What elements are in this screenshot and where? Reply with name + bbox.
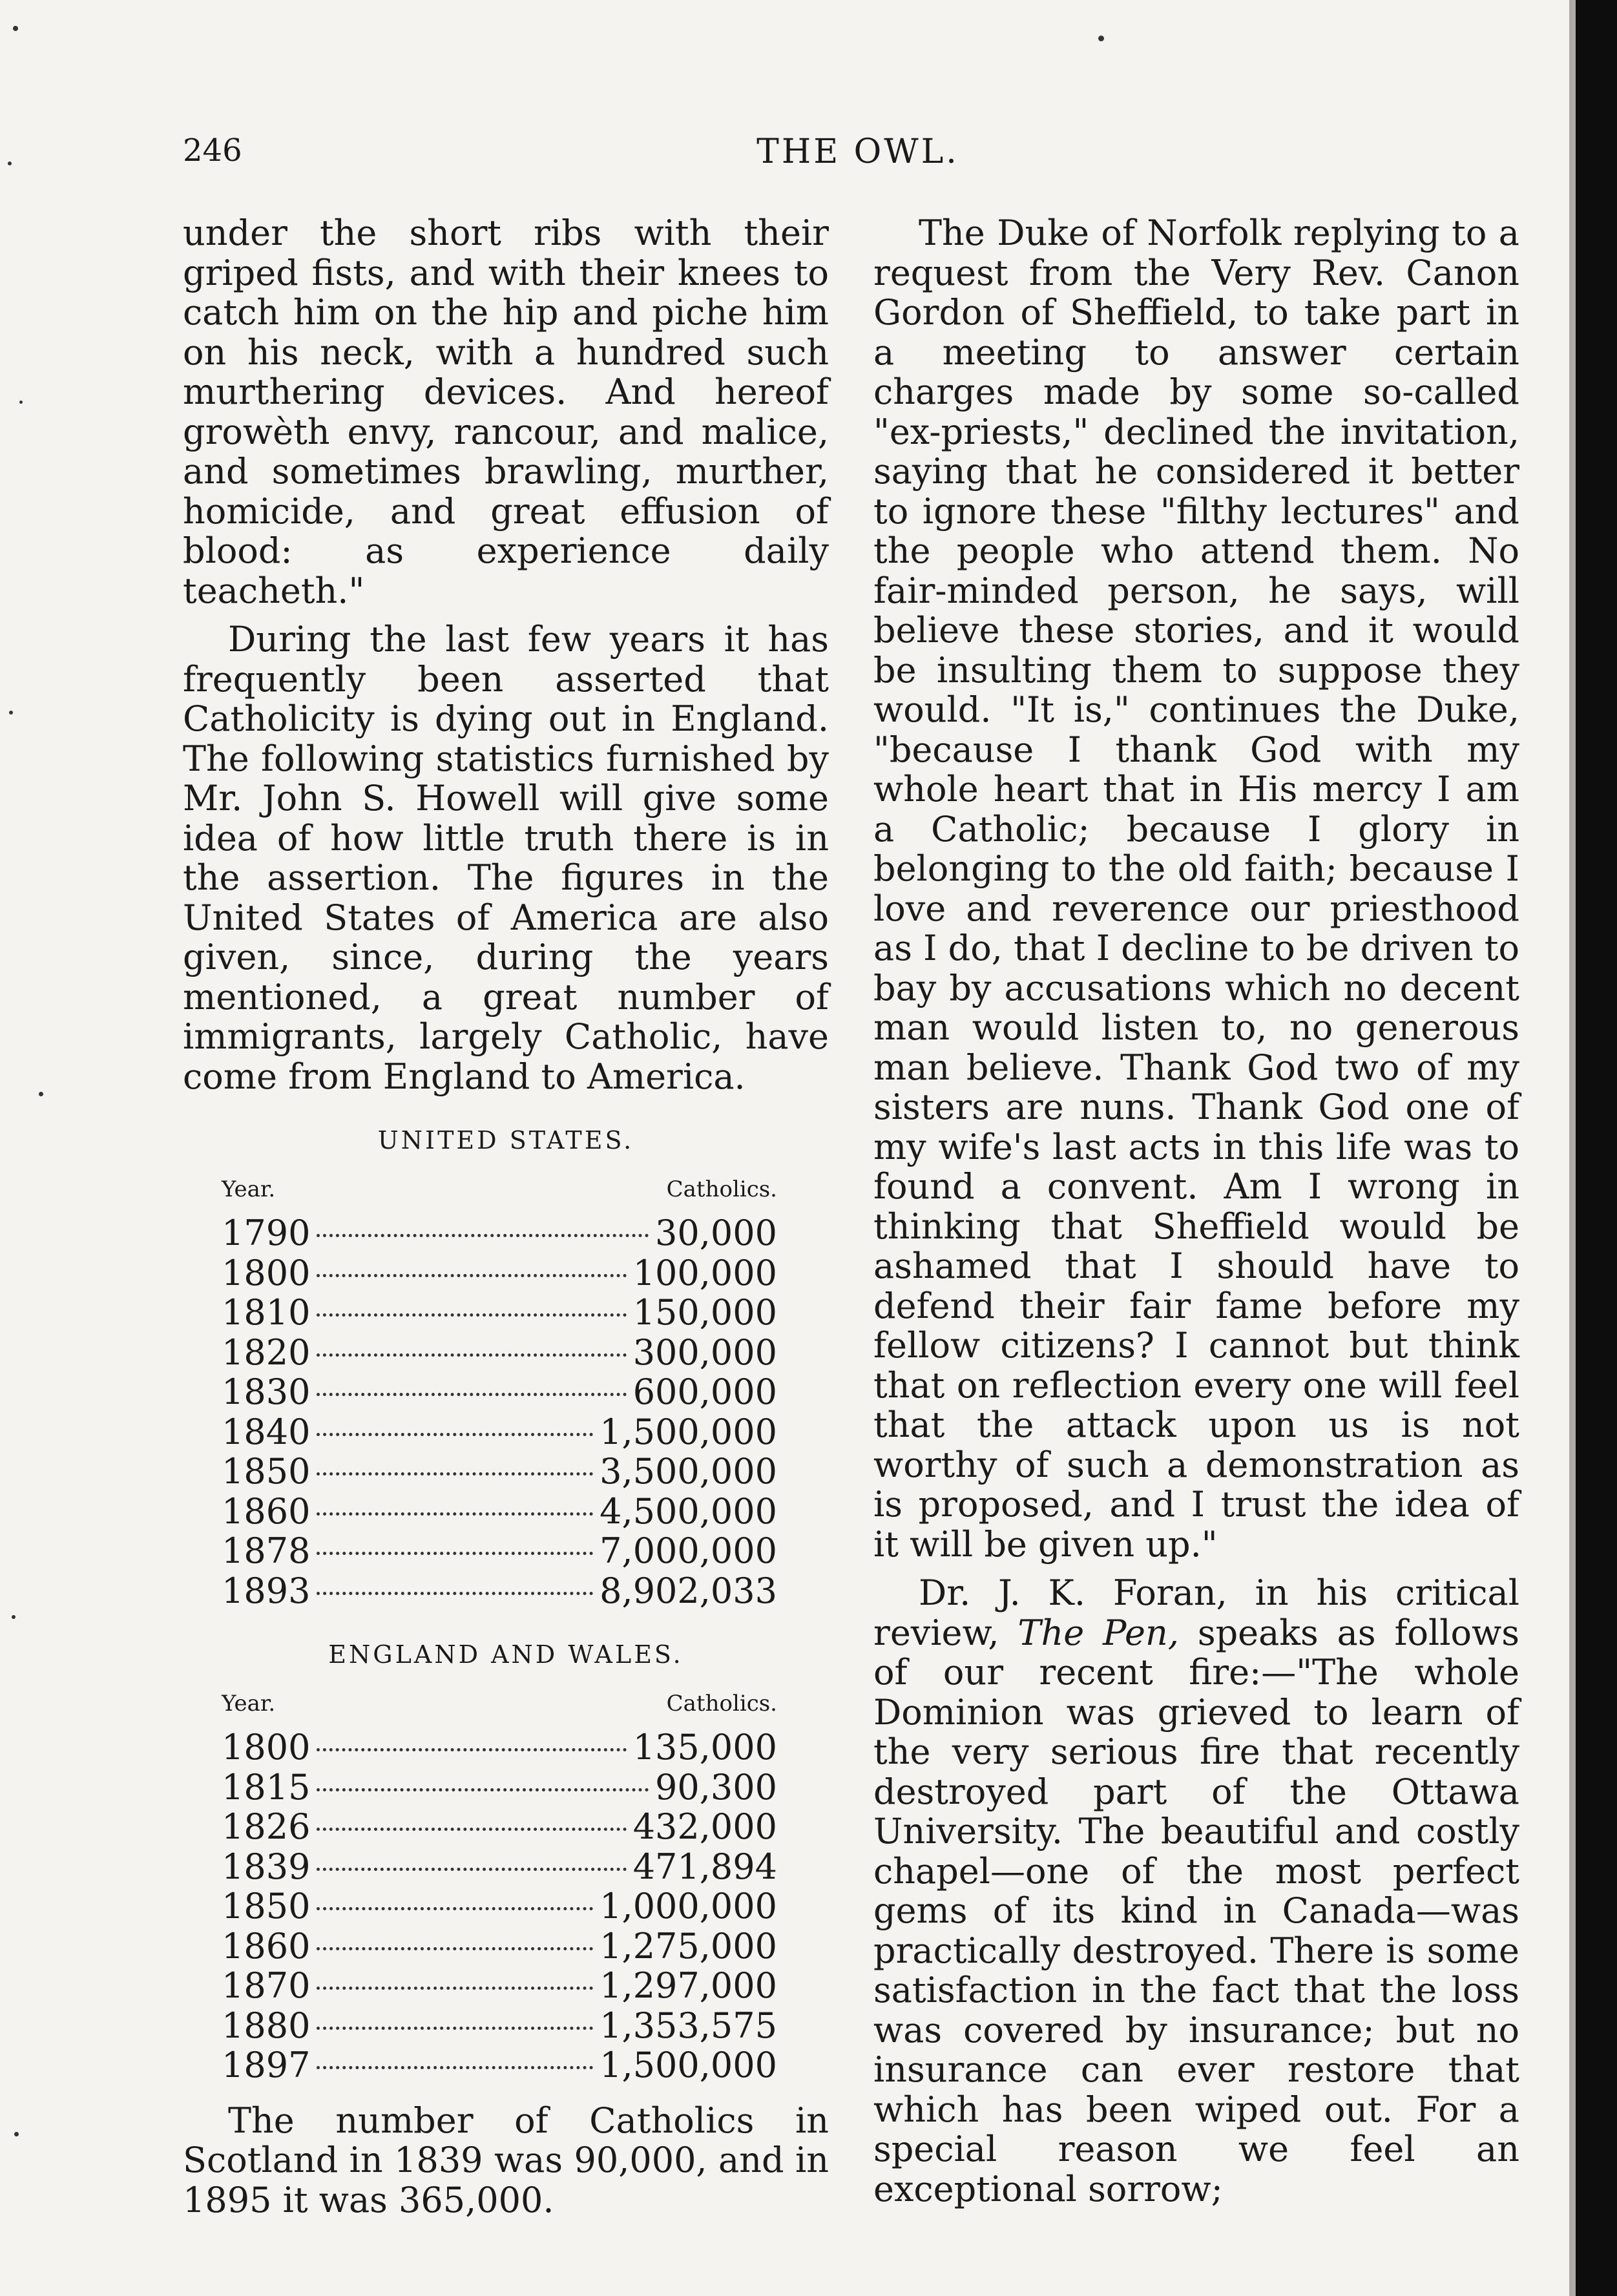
publication-title: The Pen, bbox=[1017, 1612, 1179, 1653]
row-year: 1880 bbox=[222, 2005, 311, 2046]
left-paragraph-3: The number of Catholics in Scotland in 1839 was 90,000, and in 1895 it was 365,000. bbox=[183, 2100, 829, 2220]
row-value: 8,902,033 bbox=[600, 1570, 777, 1611]
row-value: 1,500,000 bbox=[600, 2045, 777, 2085]
leader-dots bbox=[317, 1552, 593, 1555]
left-paragraph-1: under the short ribs with their griped fists, and with their knees to catch him on the hip and piche him on his neck, with a hundred such murthering devices. And hereof growèth envy, rancour, and malice, and sometimes brawling, murther, homicide, and great effusion of blood: as experience daily teacheth." bbox=[183, 213, 829, 611]
row-value: 1,297,000 bbox=[600, 1965, 777, 2006]
row-year: 1820 bbox=[222, 1331, 311, 1373]
leader-dots bbox=[317, 1234, 649, 1237]
row-value: 150,000 bbox=[632, 1292, 777, 1333]
leader-dots bbox=[317, 1353, 626, 1357]
scan-speck bbox=[19, 401, 23, 404]
leader-dots bbox=[317, 1828, 626, 1831]
table-row bbox=[222, 1492, 829, 1532]
table-row bbox=[222, 1847, 829, 1887]
row-value: 1,353,575 bbox=[600, 2005, 777, 2046]
row-year: 1860 bbox=[222, 1925, 311, 1967]
leader-dots bbox=[317, 1868, 626, 1871]
row-year: 1860 bbox=[222, 1490, 311, 1532]
scan-speck bbox=[1098, 36, 1104, 41]
left-column bbox=[183, 213, 829, 2229]
row-value: 300,000 bbox=[632, 1331, 777, 1373]
table-row bbox=[222, 1807, 829, 1847]
row-year: 1826 bbox=[222, 1806, 311, 1847]
row-year: 1815 bbox=[222, 1766, 311, 1808]
right-paragraph-1: The Duke of Norfolk replying to a request from the Very Rev. Canon Gordon of Sheffield, to take part in a meeting to answer certain charges made by some so-called "ex-priests," declined the invitation, saying that he considered it better to ignore these "filthy lectures" and the people who attend them. No fair-minded person, he says, will believe these stories, and it would be insulting them to suppose they would. "It is," continues the Duke, "because I thank God with my whole heart that in His mercy I am a Catholic; because I glory in belonging to the old faith; because I love and reverence our priesthood as I do, that I decline to be driven to bay by accusations which no decent man would listen to, no generous man believe. Thank God two of my sisters are nuns. Thank God one of my wife's last acts in this life was to found a convent. Am I wrong in thinking that Sheffield would be ashamed that I should have to defend their fair fame before my fellow citizens? I cannot but think that on reflection every one will feel that the attack upon us is not worthy of such a demonstration as is proposed, and I trust the idea of it will be given up." bbox=[873, 213, 1519, 1565]
leader-dots bbox=[317, 1274, 626, 1277]
row-year: 1839 bbox=[222, 1846, 311, 1887]
row-year: 1790 bbox=[222, 1213, 311, 1253]
running-title: THE OWL. bbox=[756, 132, 959, 171]
row-value: 1,000,000 bbox=[600, 1886, 777, 1926]
leader-dots bbox=[317, 1907, 593, 1910]
table-row bbox=[222, 1926, 829, 1967]
table-row bbox=[222, 1333, 829, 1373]
row-value: 30,000 bbox=[655, 1213, 777, 1253]
row-year: 1840 bbox=[222, 1411, 311, 1452]
right-paragraph-2-part-a: Dr. J. K. Foran, in his critical review, bbox=[873, 1572, 1519, 1653]
scan-speck bbox=[14, 2132, 19, 2136]
row-value: 600,000 bbox=[632, 1372, 777, 1412]
leader-dots bbox=[317, 1748, 626, 1751]
table-row bbox=[222, 1372, 829, 1412]
us-table-title: UNITED STATES. bbox=[377, 1126, 634, 1154]
row-year: 1810 bbox=[222, 1292, 311, 1333]
table-row bbox=[222, 1768, 829, 1808]
scan-speck bbox=[8, 162, 12, 165]
table-row bbox=[222, 1966, 829, 2006]
row-year: 1878 bbox=[222, 1530, 311, 1571]
leader-dots bbox=[317, 1472, 593, 1476]
page-header bbox=[183, 132, 1533, 178]
row-value: 471,894 bbox=[632, 1846, 777, 1887]
right-paragraph-2-part-b: speaks as follows of our recent fire:—"The whole Dominion was grieved to learn of the very serious fire that recently destroyed part of the Ottawa University. The beautiful and costly chapel—one of the most perfect gems of its kind in Canada—was practically destroyed. There is some satisfaction in the fact that the loss was covered by insurance; but no insurance can ever restore that which has been wiped out. For a special reason we feel an exceptional sorrow; bbox=[873, 1612, 1519, 2209]
leader-dots bbox=[317, 1433, 593, 1436]
row-year: 1800 bbox=[222, 1727, 311, 1768]
scan-edge-shadow bbox=[1576, 0, 1617, 2296]
leader-dots bbox=[317, 1512, 593, 1516]
leader-dots bbox=[317, 1393, 626, 1396]
scan-speck bbox=[39, 1092, 43, 1096]
leader-dots bbox=[317, 2066, 593, 2069]
ew-table-body bbox=[183, 1727, 829, 2085]
table-row bbox=[222, 1571, 829, 1611]
row-value: 90,300 bbox=[655, 1766, 777, 1808]
scan-speck bbox=[13, 26, 18, 31]
table-row bbox=[222, 1531, 829, 1571]
row-year: 1897 bbox=[222, 2045, 311, 2085]
leader-dots bbox=[317, 1313, 626, 1317]
row-value: 432,000 bbox=[632, 1806, 777, 1847]
right-paragraph-2 bbox=[873, 1573, 1519, 2209]
us-table-body bbox=[183, 1213, 829, 1611]
leader-dots bbox=[317, 1788, 649, 1791]
leader-dots bbox=[317, 1947, 593, 1950]
table-row bbox=[222, 1452, 829, 1492]
row-value: 135,000 bbox=[632, 1727, 777, 1768]
us-table-header bbox=[222, 1170, 829, 1210]
table-row bbox=[222, 2045, 829, 2085]
row-value: 3,500,000 bbox=[600, 1451, 777, 1492]
us-col-catholics: Catholics. bbox=[666, 1176, 777, 1202]
table-row bbox=[222, 1293, 829, 1333]
ew-table-title: ENGLAND AND WALES. bbox=[328, 1640, 683, 1669]
scan-edge-gradient bbox=[1569, 0, 1576, 2296]
table-row bbox=[222, 1886, 829, 1926]
row-year: 1830 bbox=[222, 1372, 311, 1412]
table-row bbox=[222, 1412, 829, 1452]
scan-speck bbox=[9, 711, 13, 715]
row-value: 4,500,000 bbox=[600, 1490, 777, 1532]
leader-dots bbox=[317, 1987, 593, 1990]
ew-col-catholics: Catholics. bbox=[666, 1690, 777, 1717]
us-col-year: Year. bbox=[222, 1176, 276, 1202]
row-year: 1893 bbox=[222, 1570, 311, 1611]
left-paragraph-2: During the last few years it has frequently been asserted that Catholicity is dying out in England. The following statistics furnished by Mr. John S. Howell will give some idea of how little truth there is in the assertion. The figures in the United States of America are also given, since, during the years mentioned, a great number of immigrants, largely Catholic, have come from England to America. bbox=[183, 619, 829, 1097]
leader-dots bbox=[317, 2027, 593, 2030]
table-row bbox=[222, 1727, 829, 1768]
page-number: 246 bbox=[183, 132, 242, 169]
row-year: 1850 bbox=[222, 1886, 311, 1926]
table-row bbox=[222, 2006, 829, 2046]
scan-speck bbox=[12, 1615, 16, 1619]
row-value: 7,000,000 bbox=[600, 1530, 777, 1571]
row-year: 1870 bbox=[222, 1965, 311, 2006]
row-value: 1,500,000 bbox=[600, 1411, 777, 1452]
right-column bbox=[873, 213, 1519, 2218]
ew-col-year: Year. bbox=[222, 1690, 276, 1717]
row-year: 1850 bbox=[222, 1451, 311, 1492]
leader-dots bbox=[317, 1592, 593, 1595]
table-row bbox=[222, 1213, 829, 1253]
row-value: 1,275,000 bbox=[600, 1925, 777, 1967]
table-row bbox=[222, 1253, 829, 1293]
ew-table-header bbox=[222, 1684, 829, 1724]
row-value: 100,000 bbox=[632, 1252, 777, 1293]
row-year: 1800 bbox=[222, 1252, 311, 1293]
